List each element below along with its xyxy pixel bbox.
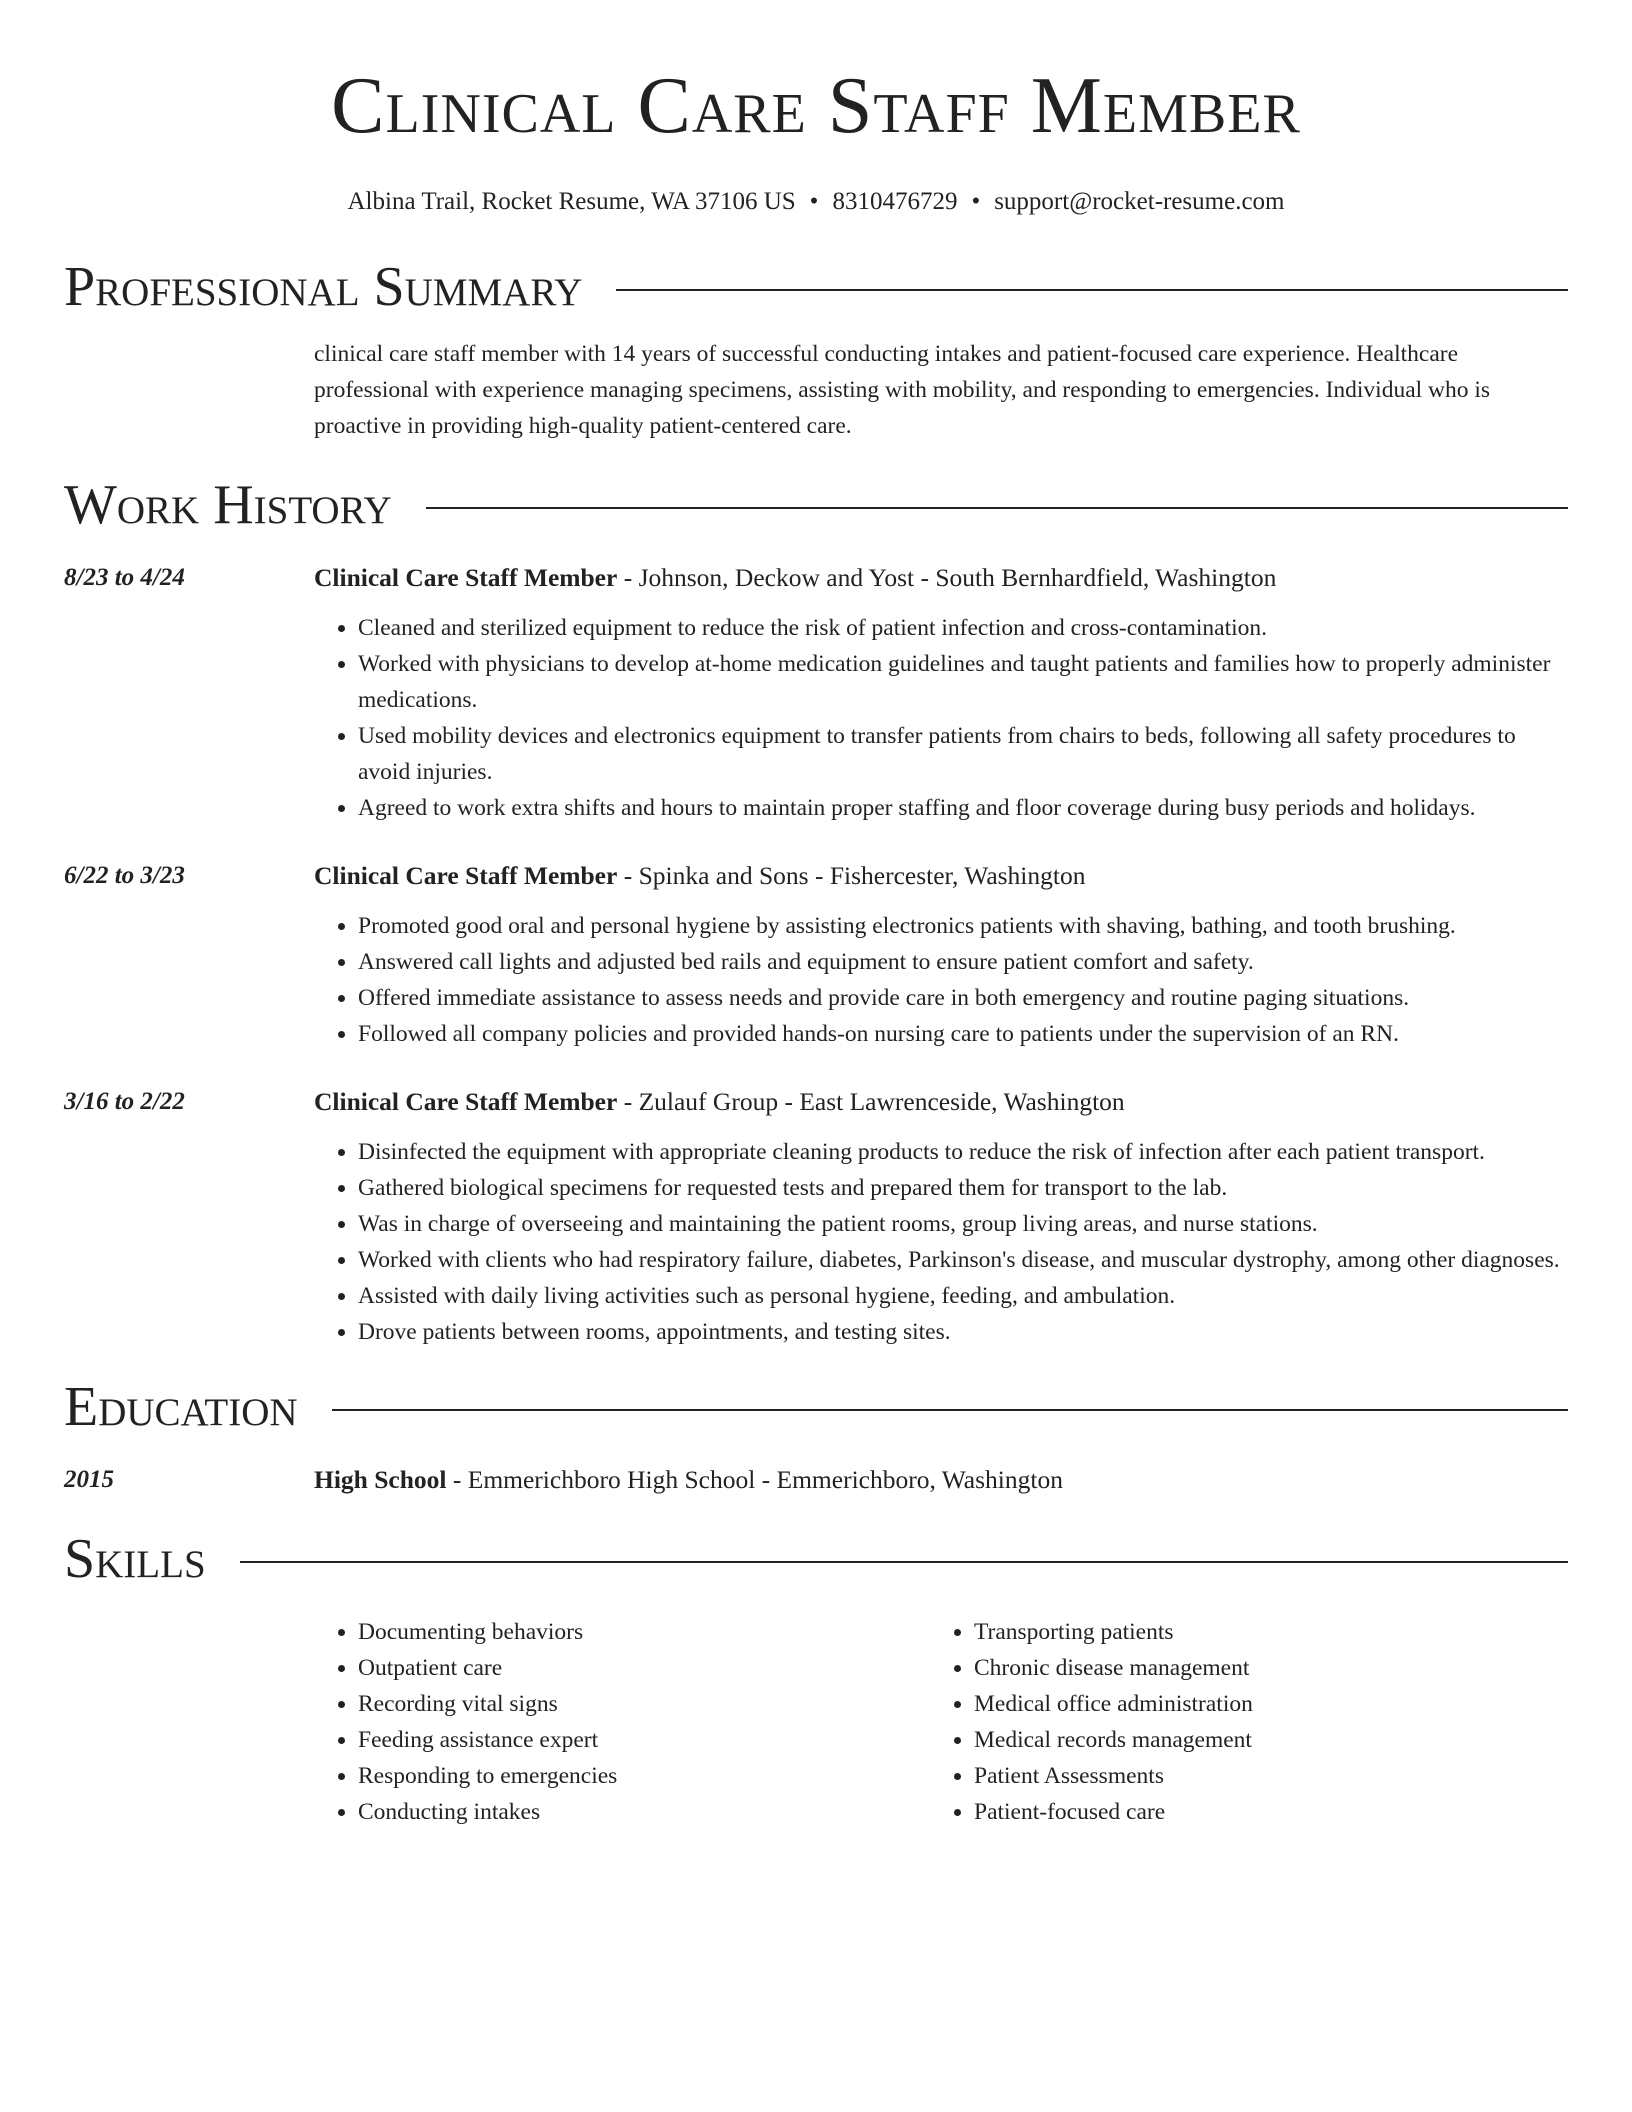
list-item: • Offered immediate assistance to assess needs and provide care in both emergency and routine paging situations. xyxy=(358,980,1568,1016)
job-company: - Spinka and Sons - Fishercester, Washington xyxy=(617,861,1086,890)
job-heading xyxy=(314,1084,1568,1120)
resume-page xyxy=(64,0,1568,1830)
job-company: - Johnson, Deckow and Yost - South Bernhardfield, Washington xyxy=(617,563,1277,592)
list-item: • Worked with clients who had respiratory failure, diabetes, Parkinson's disease, and muscular dystrophy, among other diagnoses. xyxy=(358,1242,1568,1278)
job-company: - Zulauf Group - East Lawrenceside, Washington xyxy=(617,1087,1125,1116)
list-item: • Cleaned and sterilized equipment to reduce the risk of patient infection and cross-contamination. xyxy=(358,610,1568,646)
section-divider xyxy=(426,507,1568,509)
contact-separator: • xyxy=(809,188,819,215)
skills-section-heading xyxy=(64,1524,1568,1594)
summary-row xyxy=(64,336,1568,444)
education-entry xyxy=(64,1462,1568,1498)
skill-item: • Transporting patients xyxy=(974,1614,1546,1650)
skills-list-right xyxy=(930,1614,1546,1830)
skill-item: • Documenting behaviors xyxy=(358,1614,930,1650)
list-item: • Assisted with daily living activities such as personal hygiene, feeding, and ambulation. xyxy=(358,1278,1568,1314)
list-item: • Was in charge of overseeing and maintaining the patient rooms, group living areas, and nurse stations. xyxy=(358,1206,1568,1242)
skill-item: • Conducting intakes xyxy=(358,1794,930,1830)
job-bullets xyxy=(314,1134,1568,1350)
list-item: • Drove patients between rooms, appointments, and testing sites. xyxy=(358,1314,1568,1350)
skill-item: • Outpatient care xyxy=(358,1650,930,1686)
education-degree: High School xyxy=(314,1465,447,1494)
section-divider xyxy=(332,1409,1568,1411)
education-year: 2015 xyxy=(64,1466,114,1493)
skill-item: • Responding to emergencies xyxy=(358,1758,930,1794)
job-heading xyxy=(314,560,1568,596)
skill-item: • Recording vital signs xyxy=(358,1686,930,1722)
list-item: • Agreed to work extra shifts and hours to maintain proper staffing and floor coverage during busy periods and holidays. xyxy=(358,790,1568,826)
education-section-heading xyxy=(64,1372,1568,1442)
job-title: Clinical Care Staff Member xyxy=(314,563,618,592)
job-title: Clinical Care Staff Member xyxy=(314,861,618,890)
summary-section-heading xyxy=(64,252,1568,322)
job-heading xyxy=(314,858,1568,894)
work-heading: Work History xyxy=(64,474,392,536)
job-entry xyxy=(64,858,1568,1052)
skill-item: • Medical records management xyxy=(974,1722,1546,1758)
education-heading: Education xyxy=(64,1376,298,1438)
contact-line xyxy=(64,184,1568,220)
job-entry xyxy=(64,560,1568,826)
job-dates: 6/22 to 3/23 xyxy=(64,862,185,889)
contact-email: support@rocket-resume.com xyxy=(994,188,1285,215)
summary-text: clinical care staff member with 14 years of successful conducting intakes and patient-focused care experience. Healthcare professional with experience managing specimens, assisting with mobility, and responding to emergencies. Individual who is proactive in providing high-quality patient-centered care. xyxy=(314,341,1491,439)
section-divider xyxy=(616,289,1568,291)
job-title: Clinical Care Staff Member xyxy=(314,1087,618,1116)
section-divider xyxy=(240,1561,1568,1563)
job-bullets xyxy=(314,610,1568,826)
job-entry xyxy=(64,1084,1568,1350)
job-dates: 3/16 to 2/22 xyxy=(64,1088,185,1115)
education-heading-line xyxy=(314,1462,1568,1498)
list-item: • Used mobility devices and electronics equipment to transfer patients from chairs to beds, following all safety procedures to avoid injuries. xyxy=(358,718,1568,790)
skills-heading: Skills xyxy=(64,1528,206,1590)
job-bullets xyxy=(314,908,1568,1052)
list-item: • Followed all company policies and provided hands-on nursing care to patients under the supervision of an RN. xyxy=(358,1016,1568,1052)
skill-item: • Medical office administration xyxy=(974,1686,1546,1722)
contact-phone: 8310476729 xyxy=(832,188,958,215)
list-item: • Answered call lights and adjusted bed rails and equipment to ensure patient comfort and safety. xyxy=(358,944,1568,980)
skills-grid xyxy=(314,1614,1568,1830)
list-item: • Gathered biological specimens for requested tests and prepared them for transport to the lab. xyxy=(358,1170,1568,1206)
skills-row xyxy=(64,1614,1568,1830)
summary-left-spacer xyxy=(64,336,314,444)
candidate-name: Clinical Care Staff Member xyxy=(331,62,1301,150)
list-item: • Worked with physicians to develop at-home medication guidelines and taught patients and families how to properly administer medications. xyxy=(358,646,1568,718)
list-item: • Disinfected the equipment with appropriate cleaning products to reduce the risk of infection after each patient transport. xyxy=(358,1134,1568,1170)
skill-item: • Patient Assessments xyxy=(974,1758,1546,1794)
skill-item: • Feeding assistance expert xyxy=(358,1722,930,1758)
job-dates: 8/23 to 4/24 xyxy=(64,564,185,591)
work-section-heading xyxy=(64,470,1568,540)
skill-item: • Chronic disease management xyxy=(974,1650,1546,1686)
skill-item: • Patient-focused care xyxy=(974,1794,1546,1830)
skills-left-spacer xyxy=(64,1614,314,1830)
contact-address: Albina Trail, Rocket Resume, WA 37106 US xyxy=(347,188,796,215)
education-school: - Emmerichboro High School - Emmerichboro, Washington xyxy=(446,1465,1063,1494)
skills-list-left xyxy=(314,1614,930,1830)
contact-separator: • xyxy=(971,188,981,215)
list-item: • Promoted good oral and personal hygiene by assisting electronics patients with shaving, bathing, and tooth brushing. xyxy=(358,908,1568,944)
summary-heading: Professional Summary xyxy=(64,256,583,318)
